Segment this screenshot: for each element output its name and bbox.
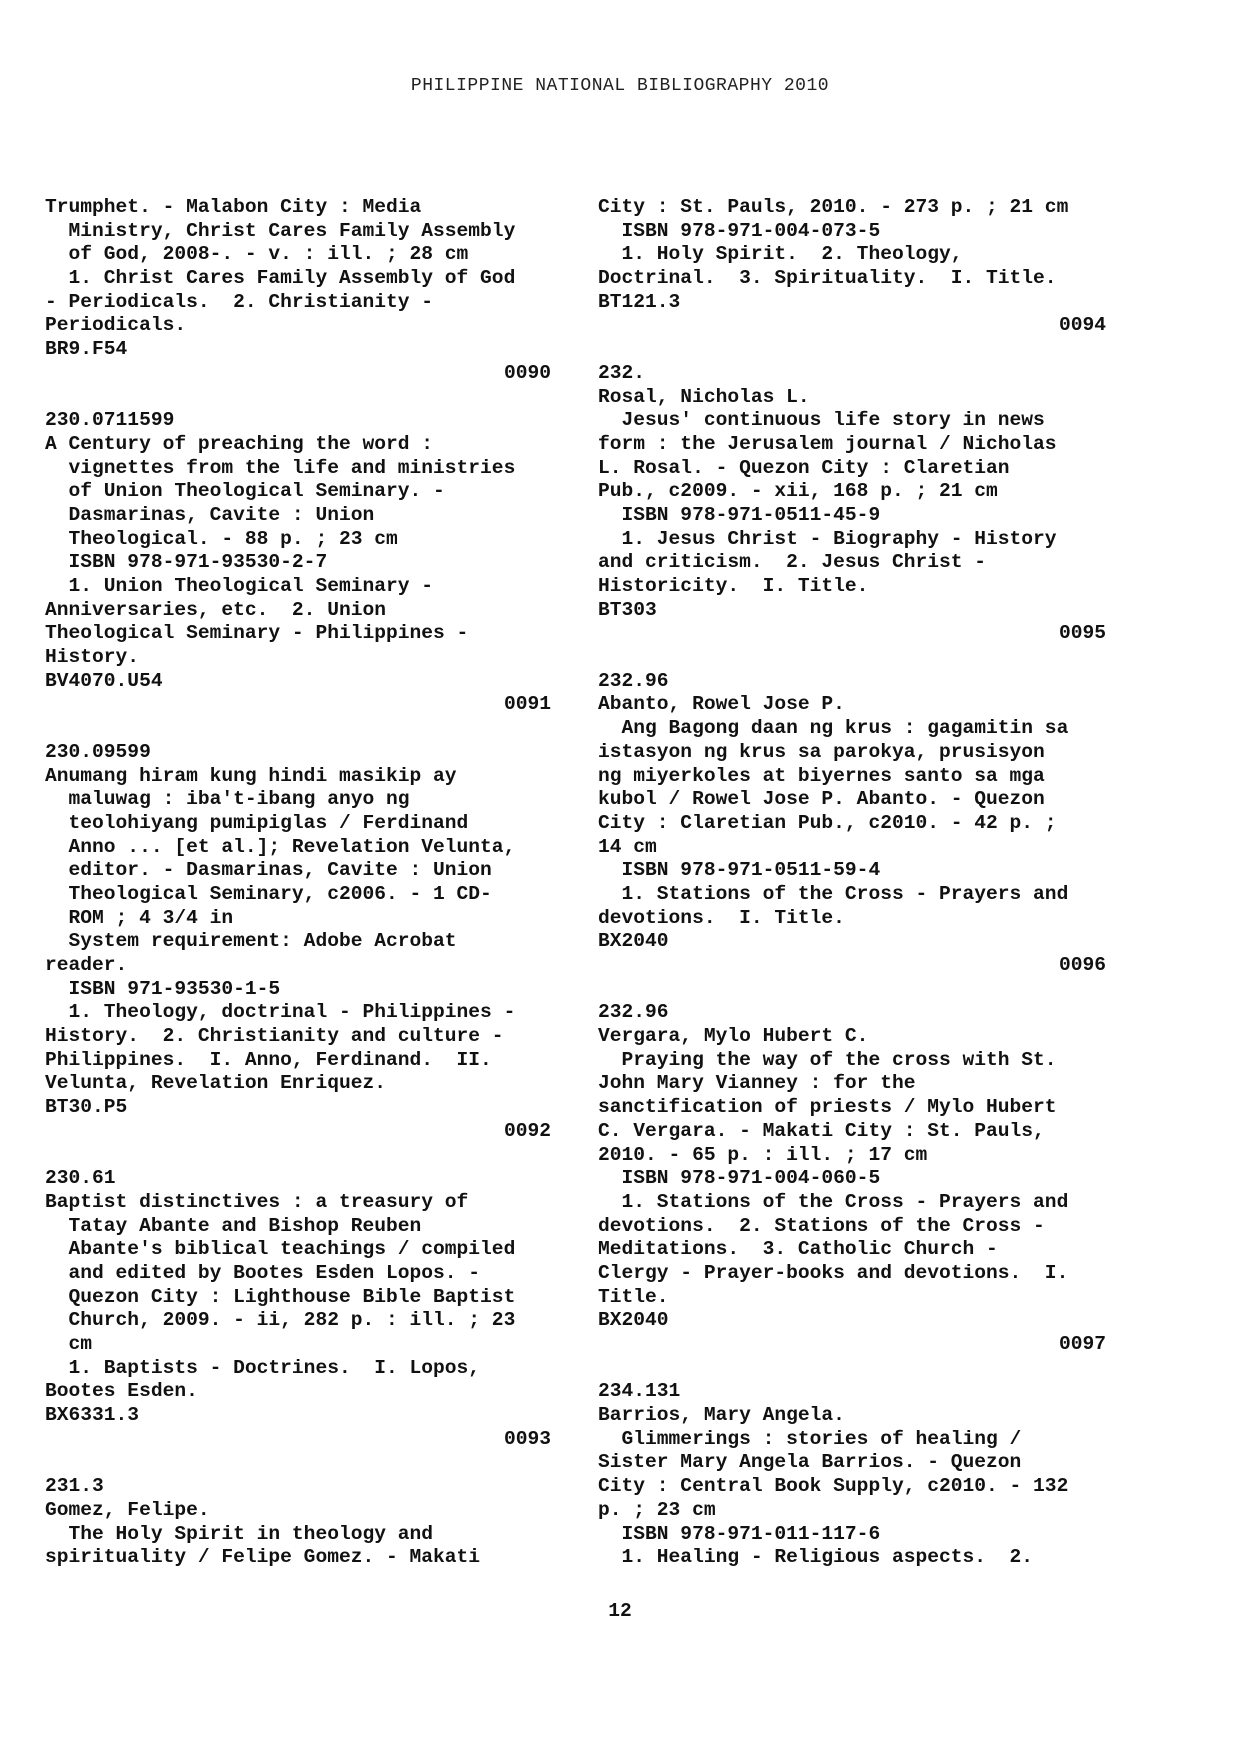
entry-line: Anumang hiram kung hindi masikip ay bbox=[45, 764, 457, 787]
entry-line: Ang Bagong daan ng krus : gagamitin sa bbox=[598, 717, 1069, 740]
entry-line: 1. Union Theological Seminary - bbox=[45, 575, 434, 597]
entry-line: Baptist distinctives : a treasury of bbox=[45, 1190, 469, 1213]
entry-line: Church, 2009. - ii, 282 p. : ill. ; 23 bbox=[45, 1309, 516, 1332]
entry-line: Anno ... [et al.]; Revelation Velunta, bbox=[45, 835, 516, 858]
entry-number: 0094 bbox=[1058, 314, 1106, 337]
entry-line: 14 cm bbox=[598, 835, 657, 858]
entry-line: 234.131 bbox=[598, 1380, 681, 1403]
entry-line: Title. bbox=[598, 1285, 669, 1308]
entry-line: teolohiyang pumipiglas / Ferdinand bbox=[45, 811, 469, 834]
entry-line: Gomez, Felipe. bbox=[45, 1498, 210, 1521]
entry-line: spirituality / Felipe Gomez. - Makati bbox=[45, 1546, 481, 1569]
entry-line: A Century of preaching the word : bbox=[45, 432, 434, 455]
page-number: 12 bbox=[608, 1600, 632, 1622]
entry-line: ISBN 978-971-004-073-5 bbox=[598, 219, 881, 242]
entry-line: editor. - Dasmarinas, Cavite : Union bbox=[45, 859, 492, 882]
entry-line: Pub., c2009. - xii, 168 p. ; 21 cm bbox=[598, 480, 998, 503]
entry-line: reader. bbox=[45, 954, 128, 976]
bibliography-entry bbox=[598, 362, 1106, 646]
entry-line: Dasmarinas, Cavite : Union bbox=[45, 503, 375, 526]
entry-line: 1. Christ Cares Family Assembly of God bbox=[45, 267, 516, 290]
entry-line: Theological Seminary - Philippines - bbox=[45, 622, 469, 645]
entry-line: Rosal, Nicholas L. bbox=[598, 385, 810, 408]
entry-line: 2010. - 65 p. : ill. ; 17 cm bbox=[598, 1143, 928, 1166]
entry-gap bbox=[45, 717, 551, 741]
entry-line: Historicity. I. Title. bbox=[598, 575, 869, 597]
entry-line: vignettes from the life and ministries bbox=[45, 456, 516, 479]
entry-line: System requirement: Adobe Acrobat bbox=[45, 930, 457, 953]
entry-line: ng miyerkoles at biyernes santo sa mga bbox=[598, 764, 1045, 787]
entry-number: 0092 bbox=[503, 1119, 551, 1142]
entry-line: ISBN 978-971-93530-2-7 bbox=[45, 551, 328, 574]
entry-line: 1. Jesus Christ - Biography - History bbox=[598, 527, 1057, 550]
entry-line: p. ; 23 cm bbox=[598, 1498, 716, 1521]
entry-number: 0097 bbox=[1058, 1333, 1106, 1355]
entry-line: Abante's biblical teachings / compiled bbox=[45, 1238, 516, 1261]
entry-line: Tatay Abante and Bishop Reuben bbox=[45, 1214, 422, 1237]
entry-line: and criticism. 2. Jesus Christ - bbox=[598, 551, 987, 574]
entry-line: BX2040 bbox=[598, 1309, 669, 1332]
entry-line: 231.3 bbox=[45, 1475, 104, 1498]
entry-line: 1. Healing - Religious aspects. 2. bbox=[598, 1546, 1034, 1569]
entry-line: BT121.3 bbox=[598, 290, 681, 313]
entry-line: kubol / Rowel Jose P. Abanto. - Quezon bbox=[598, 788, 1045, 811]
entry-line: Praying the way of the cross with St. bbox=[598, 1048, 1057, 1071]
bibliography-entry bbox=[598, 196, 1106, 338]
entry-line: 1. Theology, doctrinal - Philippines - bbox=[45, 1001, 516, 1024]
entry-line: Periodicals. bbox=[45, 314, 187, 337]
bibliography-entry bbox=[598, 1380, 1106, 1570]
entry-line: 230.0711599 bbox=[45, 409, 175, 432]
entry-line: Philippines. I. Anno, Ferdinand. II. bbox=[45, 1048, 492, 1071]
entry-line: Abanto, Rowel Jose P. bbox=[598, 693, 845, 716]
entry-line: City : St. Pauls, 2010. - 273 p. ; 21 cm bbox=[598, 196, 1069, 218]
entry-gap bbox=[598, 646, 1106, 670]
entry-line: 232.96 bbox=[598, 1001, 669, 1024]
entry-line: Velunta, Revelation Enriquez. bbox=[45, 1072, 386, 1095]
entry-line: 232.96 bbox=[598, 669, 669, 692]
entry-gap bbox=[598, 978, 1106, 1002]
entry-line: BX2040 bbox=[598, 930, 669, 953]
entry-line: ROM ; 4 3/4 in bbox=[45, 906, 234, 929]
entry-number: 0093 bbox=[503, 1427, 551, 1450]
entry-line: 1. Stations of the Cross - Prayers and bbox=[598, 882, 1069, 905]
entry-line: 1. Stations of the Cross - Prayers and bbox=[598, 1190, 1069, 1213]
entry-line: istasyon ng krus sa parokya, prusisyon bbox=[598, 740, 1045, 763]
entry-line: 230.61 bbox=[45, 1167, 116, 1190]
entry-line: Ministry, Christ Cares Family Assembly bbox=[45, 219, 516, 242]
entry-number: 0091 bbox=[503, 693, 551, 716]
entry-line: maluwag : iba't-ibang anyo ng bbox=[45, 788, 410, 811]
entry-line: BX6331.3 bbox=[45, 1404, 140, 1427]
entry-line: BR9.F54 bbox=[45, 338, 128, 361]
entry-gap bbox=[598, 338, 1106, 362]
entry-line: Trumphet. - Malabon City : Media bbox=[45, 196, 422, 218]
entry-line: ISBN 978-971-004-060-5 bbox=[598, 1167, 881, 1190]
entry-line: devotions. 2. Stations of the Cross - bbox=[598, 1214, 1045, 1237]
entry-line: City : Claretian Pub., c2010. - 42 p. ; bbox=[598, 811, 1057, 834]
right-column bbox=[598, 196, 1106, 1570]
entry-line: of Union Theological Seminary. - bbox=[45, 480, 445, 503]
entry-line: of God, 2008-. - v. : ill. ; 28 cm bbox=[45, 243, 469, 266]
entry-line: Barrios, Mary Angela. bbox=[598, 1404, 845, 1427]
entry-line: 230.09599 bbox=[45, 740, 151, 763]
entry-number: 0095 bbox=[1058, 622, 1106, 645]
entry-line: The Holy Spirit in theology and bbox=[45, 1522, 434, 1545]
bibliography-entry bbox=[598, 670, 1106, 978]
entry-line: Theological. - 88 p. ; 23 cm bbox=[45, 527, 398, 550]
entry-gap bbox=[45, 386, 551, 410]
entry-line: 1. Baptists - Doctrines. I. Lopos, bbox=[45, 1356, 481, 1379]
bibliography-entry bbox=[45, 1167, 551, 1451]
entry-gap bbox=[598, 1357, 1106, 1381]
entry-line: Quezon City : Lighthouse Bible Baptist bbox=[45, 1285, 516, 1308]
entry-line: BV4070.U54 bbox=[45, 669, 163, 692]
left-column bbox=[45, 196, 551, 1570]
entry-line: L. Rosal. - Quezon City : Claretian bbox=[598, 456, 1010, 479]
entry-line: - Periodicals. 2. Christianity - bbox=[45, 290, 434, 313]
bibliography-entry bbox=[45, 1475, 551, 1570]
entry-line: ISBN 971-93530-1-5 bbox=[45, 977, 281, 1000]
entry-line: cm bbox=[45, 1333, 93, 1355]
entry-line: Vergara, Mylo Hubert C. bbox=[598, 1025, 869, 1048]
entry-line: History. bbox=[45, 646, 140, 669]
bibliography-entry bbox=[45, 409, 551, 717]
entry-line: Anniversaries, etc. 2. Union bbox=[45, 598, 386, 621]
entry-line: ISBN 978-971-011-117-6 bbox=[598, 1522, 881, 1545]
entry-line: devotions. I. Title. bbox=[598, 906, 845, 929]
bibliography-entry bbox=[598, 1001, 1106, 1356]
entry-line: Meditations. 3. Catholic Church - bbox=[598, 1238, 998, 1261]
entry-line: 1. Holy Spirit. 2. Theology, bbox=[598, 243, 963, 266]
entry-line: Sister Mary Angela Barrios. - Quezon bbox=[598, 1451, 1022, 1474]
running-header: PHILIPPINE NATIONAL BIBLIOGRAPHY 2010 bbox=[410, 76, 830, 96]
entry-line: History. 2. Christianity and culture - bbox=[45, 1025, 504, 1048]
entry-line: Clergy - Prayer-books and devotions. I. bbox=[598, 1261, 1069, 1284]
entry-line: Jesus' continuous life story in news bbox=[598, 409, 1045, 432]
entry-line: C. Vergara. - Makati City : St. Pauls, bbox=[598, 1119, 1045, 1142]
entry-line: ISBN 978-971-0511-59-4 bbox=[598, 859, 881, 882]
bibliography-entry bbox=[45, 741, 551, 1144]
entry-line: Bootes Esden. bbox=[45, 1380, 198, 1403]
entry-line: 232. bbox=[598, 361, 646, 384]
entry-gap bbox=[45, 1144, 551, 1168]
entry-line: BT30.P5 bbox=[45, 1096, 128, 1119]
entry-line: Theological Seminary, c2006. - 1 CD- bbox=[45, 882, 492, 905]
entry-number: 0090 bbox=[503, 361, 551, 384]
entry-line: form : the Jerusalem journal / Nicholas bbox=[598, 432, 1057, 455]
bibliography-entry bbox=[45, 196, 551, 386]
entry-line: BT303 bbox=[598, 598, 657, 621]
entry-number: 0096 bbox=[1058, 954, 1106, 976]
entry-line: and edited by Bootes Esden Lopos. - bbox=[45, 1261, 481, 1284]
entry-line: sanctification of priests / Mylo Hubert bbox=[598, 1096, 1057, 1119]
entry-gap bbox=[45, 1451, 551, 1475]
entry-line: John Mary Vianney : for the bbox=[598, 1072, 916, 1095]
entry-line: City : Central Book Supply, c2010. - 132 bbox=[598, 1475, 1069, 1498]
entry-line: Doctrinal. 3. Spirituality. I. Title. bbox=[598, 267, 1057, 290]
entry-line: Glimmerings : stories of healing / bbox=[598, 1427, 1022, 1450]
entry-line: ISBN 978-971-0511-45-9 bbox=[598, 503, 881, 526]
